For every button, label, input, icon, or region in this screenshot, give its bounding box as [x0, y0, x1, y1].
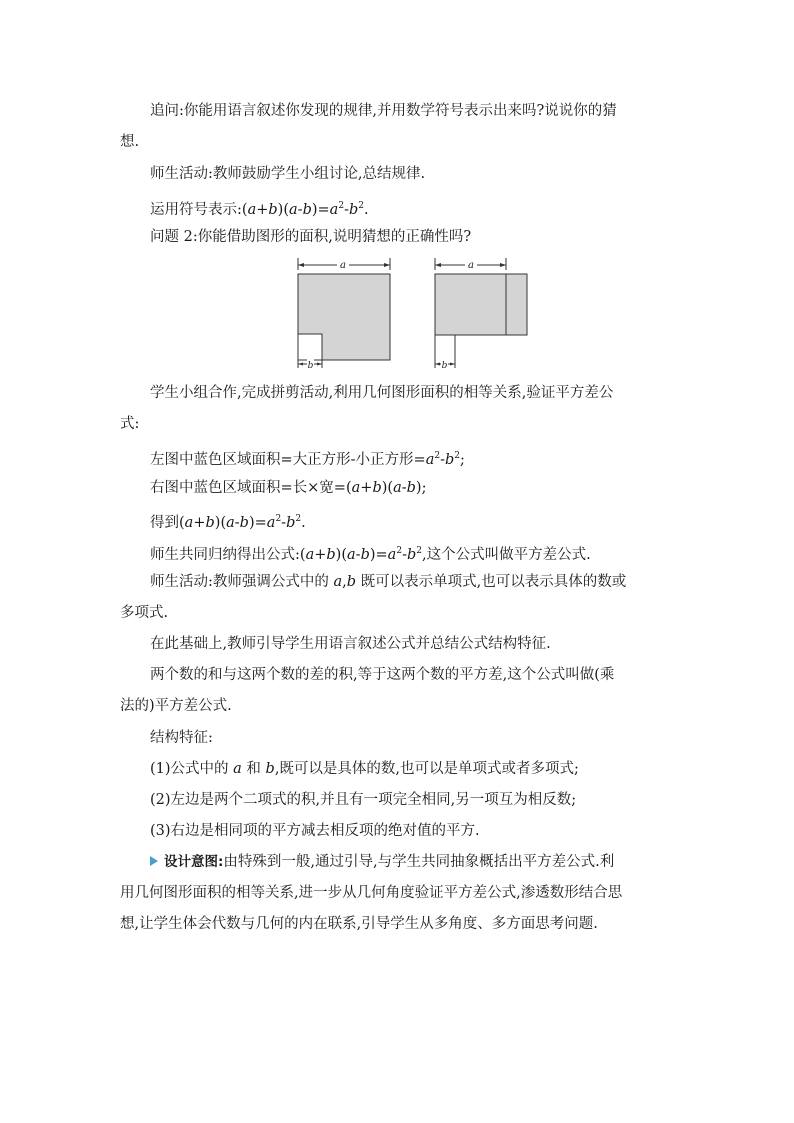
shaded-rectangle-strip [506, 274, 527, 335]
shaded-rectangle-main [435, 274, 506, 335]
paragraph-symbolic-formula: 运用符号表示$:(a+b)(a-b)=a^2-b^2$. [150, 201, 369, 218]
heading-structure-features: 结构特征: [150, 730, 213, 746]
feature-item-2: (2)左边是两个二项式的积,并且有一项完全相同,另一项互为相反数; [150, 792, 577, 808]
design-intent-cont-2: 想,让学生体会代数与几何的内在联系,引导学生从多角度、多方面思考问题. [120, 916, 598, 932]
label-b-left: b [307, 361, 314, 370]
design-intent-label: 设计意图: [164, 854, 224, 870]
label-b-right: b [441, 361, 448, 370]
paragraph-conclusion: 得到$(a+b)(a-b)=a^2-b^2$. [150, 514, 306, 531]
small-square-cutout [298, 334, 322, 360]
paragraph-group-activity: 学生小组合作,完成拼剪活动,利用几何图形面积的相等关系,验证平方差公 [150, 385, 614, 401]
paragraph-verbal-formula: 两个数的和与这两个数的差的积,等于这两个数的平方差,这个公式叫做(乘 [150, 667, 615, 683]
paragraph-teacher-activity: 师生活动:教师鼓励学生小组讨论,总结规律. [150, 166, 426, 182]
paragraph-teacher-emphasis: 师生活动:教师强调公式中的 a,b 既可以表示单项式,也可以表示具体的数或 [150, 574, 627, 590]
design-intent-cont-1: 用几何图形面积的相等关系,进一步从几何角度验证平方差公式,渗透数形结合思 [120, 885, 623, 901]
label-a-right: a [468, 260, 474, 271]
label-a-left: a [340, 260, 346, 271]
paragraph-right-area: 右图中蓝色区域面积=长×宽=(a+b)(a-b); [150, 480, 427, 496]
paragraph-followup-question-cont: 想. [120, 134, 140, 150]
feature-item-3: (3)右边是相同项的平方减去相反项的绝对值的平方. [150, 823, 480, 839]
left-figure [298, 258, 390, 370]
design-intent-paragraph: 设计意图:由特殊到一般,通过引导,与学生共同抽象概括出平方差公式.利 [150, 852, 614, 872]
paragraph-basis: 在此基础上,教师引导学生用语言叙述公式并总结公式结构特征. [150, 636, 551, 652]
paragraph-left-area: 左图中蓝色区域面积=大正方形-小正方形$=a^2-b^2$; [150, 451, 465, 468]
triangle-bullet-icon [150, 856, 158, 866]
feature-item-1: (1)公式中的 a 和 b,既可以是具体的数,也可以是单项式或者多项式; [150, 761, 579, 777]
area-diagram [292, 256, 532, 370]
paragraph-formula-summary: 师生共同归纳得出公式$:(a+b)(a-b)=a^2-b^2$,这个公式叫做平方差公式. [150, 546, 591, 563]
paragraph-teacher-emphasis-cont: 多项式. [120, 605, 169, 621]
paragraph-verbal-formula-cont: 法的)平方差公式. [120, 698, 232, 714]
right-figure [435, 258, 527, 370]
paragraph-group-activity-cont: 式: [120, 416, 140, 432]
paragraph-followup-question: 追问:你能用语言叙述你发现的规律,并用数学符号表示出来吗?说说你的猜 [150, 103, 617, 119]
paragraph-question-2: 问题 2:你能借助图形的面积,说明猜想的正确性吗? [150, 229, 472, 245]
